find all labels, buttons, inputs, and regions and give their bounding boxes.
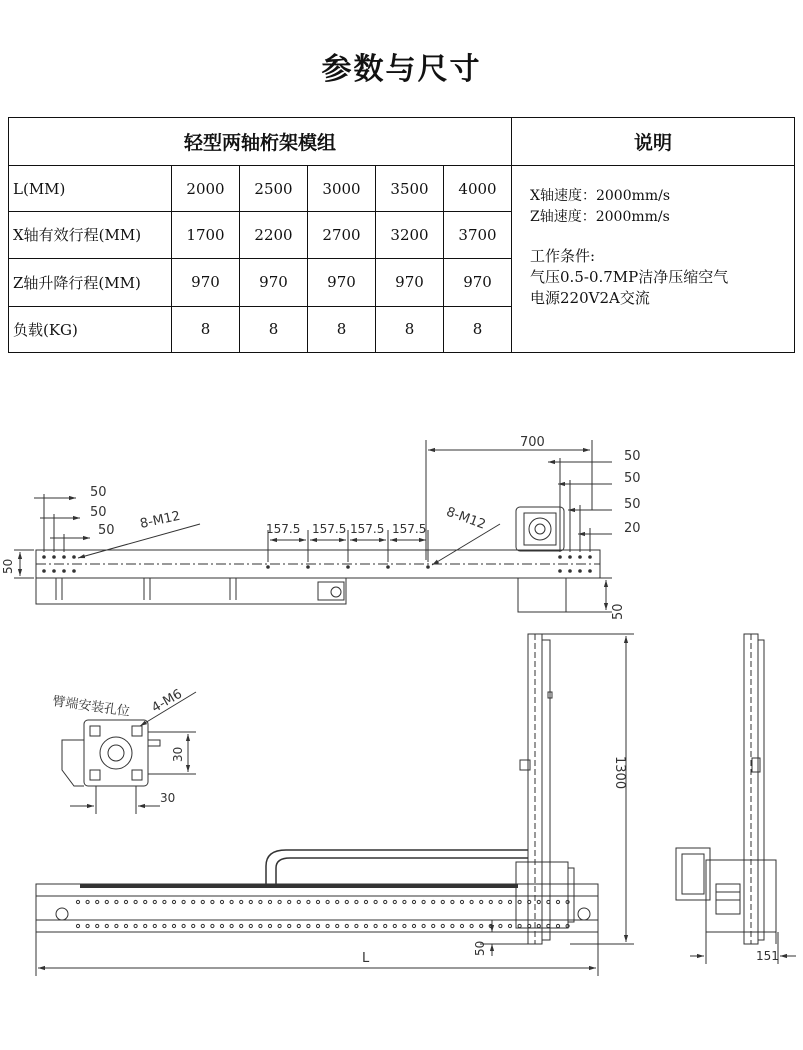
cell: 970 (444, 258, 512, 306)
beam-hole (240, 900, 243, 903)
beam-hole (307, 900, 310, 903)
beam-hole (144, 924, 147, 927)
cell: 3000 (308, 166, 376, 212)
work-condition-air: 气压0.5-0.7MP洁净压缩空气 (530, 268, 729, 287)
beam-hole (76, 900, 79, 903)
cell: 3200 (376, 212, 444, 258)
beam-hole (345, 924, 348, 927)
dim-50-left: 50 (90, 485, 107, 500)
dim-50-left: 50 (98, 523, 115, 538)
dim-700: 700 (520, 435, 545, 450)
beam-hole (86, 924, 89, 927)
beam-hole (124, 924, 127, 927)
beam-hole (259, 900, 262, 903)
beam-hole (451, 924, 454, 927)
beam-hole (268, 900, 271, 903)
beam-hole (460, 900, 463, 903)
beam-hole (537, 924, 540, 927)
beam-hole (86, 900, 89, 903)
cell: 2200 (240, 212, 308, 258)
cell: 8 (308, 306, 376, 352)
beam-hole (278, 900, 281, 903)
dim-50: 50 (624, 497, 641, 512)
cell: 3700 (444, 212, 512, 258)
dim-50: 50 (624, 449, 641, 464)
beam-hole (470, 924, 473, 927)
cell: 4000 (444, 166, 512, 212)
cell: 2500 (240, 166, 308, 212)
beam-hole (508, 900, 511, 903)
beam-hole (412, 924, 415, 927)
beam-hole (336, 900, 339, 903)
pitch-dim: 157.5 (392, 522, 427, 536)
beam-hole (288, 924, 291, 927)
beam-hole (115, 900, 118, 903)
beam-hole (412, 900, 415, 903)
cell: 8 (376, 306, 444, 352)
beam-hole (220, 924, 223, 927)
dim-151: 151 (756, 949, 779, 963)
beam-hole (489, 900, 492, 903)
beam-hole (134, 900, 137, 903)
beam-hole (470, 900, 473, 903)
row-label: L(MM) (9, 166, 172, 212)
beam-hole (172, 900, 175, 903)
beam-hole (96, 900, 99, 903)
beam-hole (240, 924, 243, 927)
beam-hole (384, 900, 387, 903)
beam-hole (451, 900, 454, 903)
beam-hole (518, 900, 521, 903)
beam-hole (172, 924, 175, 927)
pitch-dim: 157.5 (312, 522, 347, 536)
beam-hole (297, 900, 300, 903)
beam-top (36, 550, 600, 578)
beam-hole (336, 924, 339, 927)
dim-50: 50 (624, 471, 641, 486)
beam-hole (355, 900, 358, 903)
cell: 8 (444, 306, 512, 352)
x-speed: X轴速度：2000mm/s (530, 188, 671, 205)
beam-hole (259, 924, 262, 927)
cell: 8 (172, 306, 240, 352)
dim-1300: 1300 (612, 756, 627, 790)
cell: 970 (308, 258, 376, 306)
side-view (676, 634, 796, 964)
hole-row (76, 900, 569, 927)
beam-hole (211, 900, 214, 903)
beam-hole (297, 924, 300, 927)
carriage-base (518, 578, 566, 612)
beam-hole (556, 900, 559, 903)
beam-hole (499, 924, 502, 927)
z-speed: Z轴速度：2000mm/s (530, 209, 670, 226)
beam-hole (556, 924, 559, 927)
beam-hole (480, 924, 483, 927)
beam-hole (288, 900, 291, 903)
beam-hole (508, 924, 511, 927)
beam-hole (403, 924, 406, 927)
thread-label-left: 8-M12 (138, 508, 182, 532)
row-label: X轴有效行程(MM) (9, 212, 172, 258)
dim-20: 20 (624, 521, 641, 536)
beam-hole (499, 900, 502, 903)
beam-hole (432, 924, 435, 927)
beam-hole (201, 900, 204, 903)
cell: 970 (376, 258, 444, 306)
side-motor (676, 848, 710, 900)
motor-head (516, 507, 564, 551)
beam-hole (249, 900, 252, 903)
beam-hole (124, 900, 127, 903)
beam-hole (316, 924, 319, 927)
beam-hole (105, 924, 108, 927)
beam-hole (144, 900, 147, 903)
thread-label-mid: 8-M12 (444, 504, 488, 533)
beam-hole (192, 900, 195, 903)
row-label: 负载(KG) (9, 306, 172, 352)
work-condition-power: 电源220V2A交流 (530, 289, 650, 308)
beam-hole (153, 924, 156, 927)
thread-label: 4-M6 (149, 686, 185, 716)
beam-hole (432, 900, 435, 903)
beam-hole (316, 900, 319, 903)
beam-hole (374, 924, 377, 927)
dim-50-front: 50 (473, 940, 487, 956)
beam-hole (192, 924, 195, 927)
dim-50-right: 50 (611, 603, 626, 620)
dim-30-horizontal: 30 (160, 791, 176, 805)
page-title: 参数与尺寸 (321, 52, 482, 87)
beam-hole (211, 924, 214, 927)
beam-hole (364, 900, 367, 903)
dim-30-vertical: 30 (171, 746, 185, 762)
cell: 8 (240, 306, 308, 352)
beam-hole (537, 900, 540, 903)
row-label: Z轴升降行程(MM) (9, 258, 172, 306)
beam-hole (393, 900, 396, 903)
profile-detail (51, 687, 196, 814)
beam-hole (163, 900, 166, 903)
cell: 970 (240, 258, 308, 306)
beam-hole (268, 924, 271, 927)
beam-lower (36, 578, 346, 604)
beam-hole (278, 924, 281, 927)
beam-hole (460, 924, 463, 927)
beam-hole (403, 900, 406, 903)
front-view (36, 634, 634, 976)
dim-length: L (362, 951, 370, 966)
beam-hole (163, 924, 166, 927)
cell: 2000 (172, 166, 240, 212)
beam-hole (355, 924, 358, 927)
beam-hole (96, 924, 99, 927)
work-condition-title: 工作条件: (530, 247, 596, 266)
pitch-dim: 157.5 (350, 522, 385, 536)
cell: 1700 (172, 212, 240, 258)
desc-header: 说明 (512, 118, 795, 166)
beam-hole (441, 924, 444, 927)
cell: 2700 (308, 212, 376, 258)
beam-hole (182, 900, 185, 903)
model-header: 轻型两轴桁架模组 (9, 118, 512, 166)
mount-holes-label: 臂端安装孔位 (51, 694, 131, 720)
beam-hole (422, 900, 425, 903)
beam-hole (374, 900, 377, 903)
dim-50-left-side: 50 (1, 558, 15, 574)
beam-hole (153, 900, 156, 903)
beam-hole (182, 924, 185, 927)
beam-hole (134, 924, 137, 927)
beam-hole (384, 924, 387, 927)
beam-hole (393, 924, 396, 927)
beam-hole (76, 924, 79, 927)
cell: 3500 (376, 166, 444, 212)
beam-hole (345, 900, 348, 903)
beam-hole (230, 924, 233, 927)
beam-hole (230, 900, 233, 903)
profile-section (84, 720, 148, 786)
beam-hole (441, 900, 444, 903)
beam-hole (307, 924, 310, 927)
beam-hole (480, 900, 483, 903)
beam-hole (105, 900, 108, 903)
dim-50-left: 50 (90, 505, 107, 520)
cell: 970 (172, 258, 240, 306)
beam-hole (115, 924, 118, 927)
beam-hole (220, 900, 223, 903)
pitch-dim: 157.5 (266, 522, 301, 536)
beam-hole (326, 900, 329, 903)
beam-hole (201, 924, 204, 927)
beam-hole (249, 924, 252, 927)
top-view (1, 435, 641, 620)
beam-hole (364, 924, 367, 927)
beam-hole (422, 924, 425, 927)
beam-hole (518, 924, 521, 927)
beam-hole (326, 924, 329, 927)
